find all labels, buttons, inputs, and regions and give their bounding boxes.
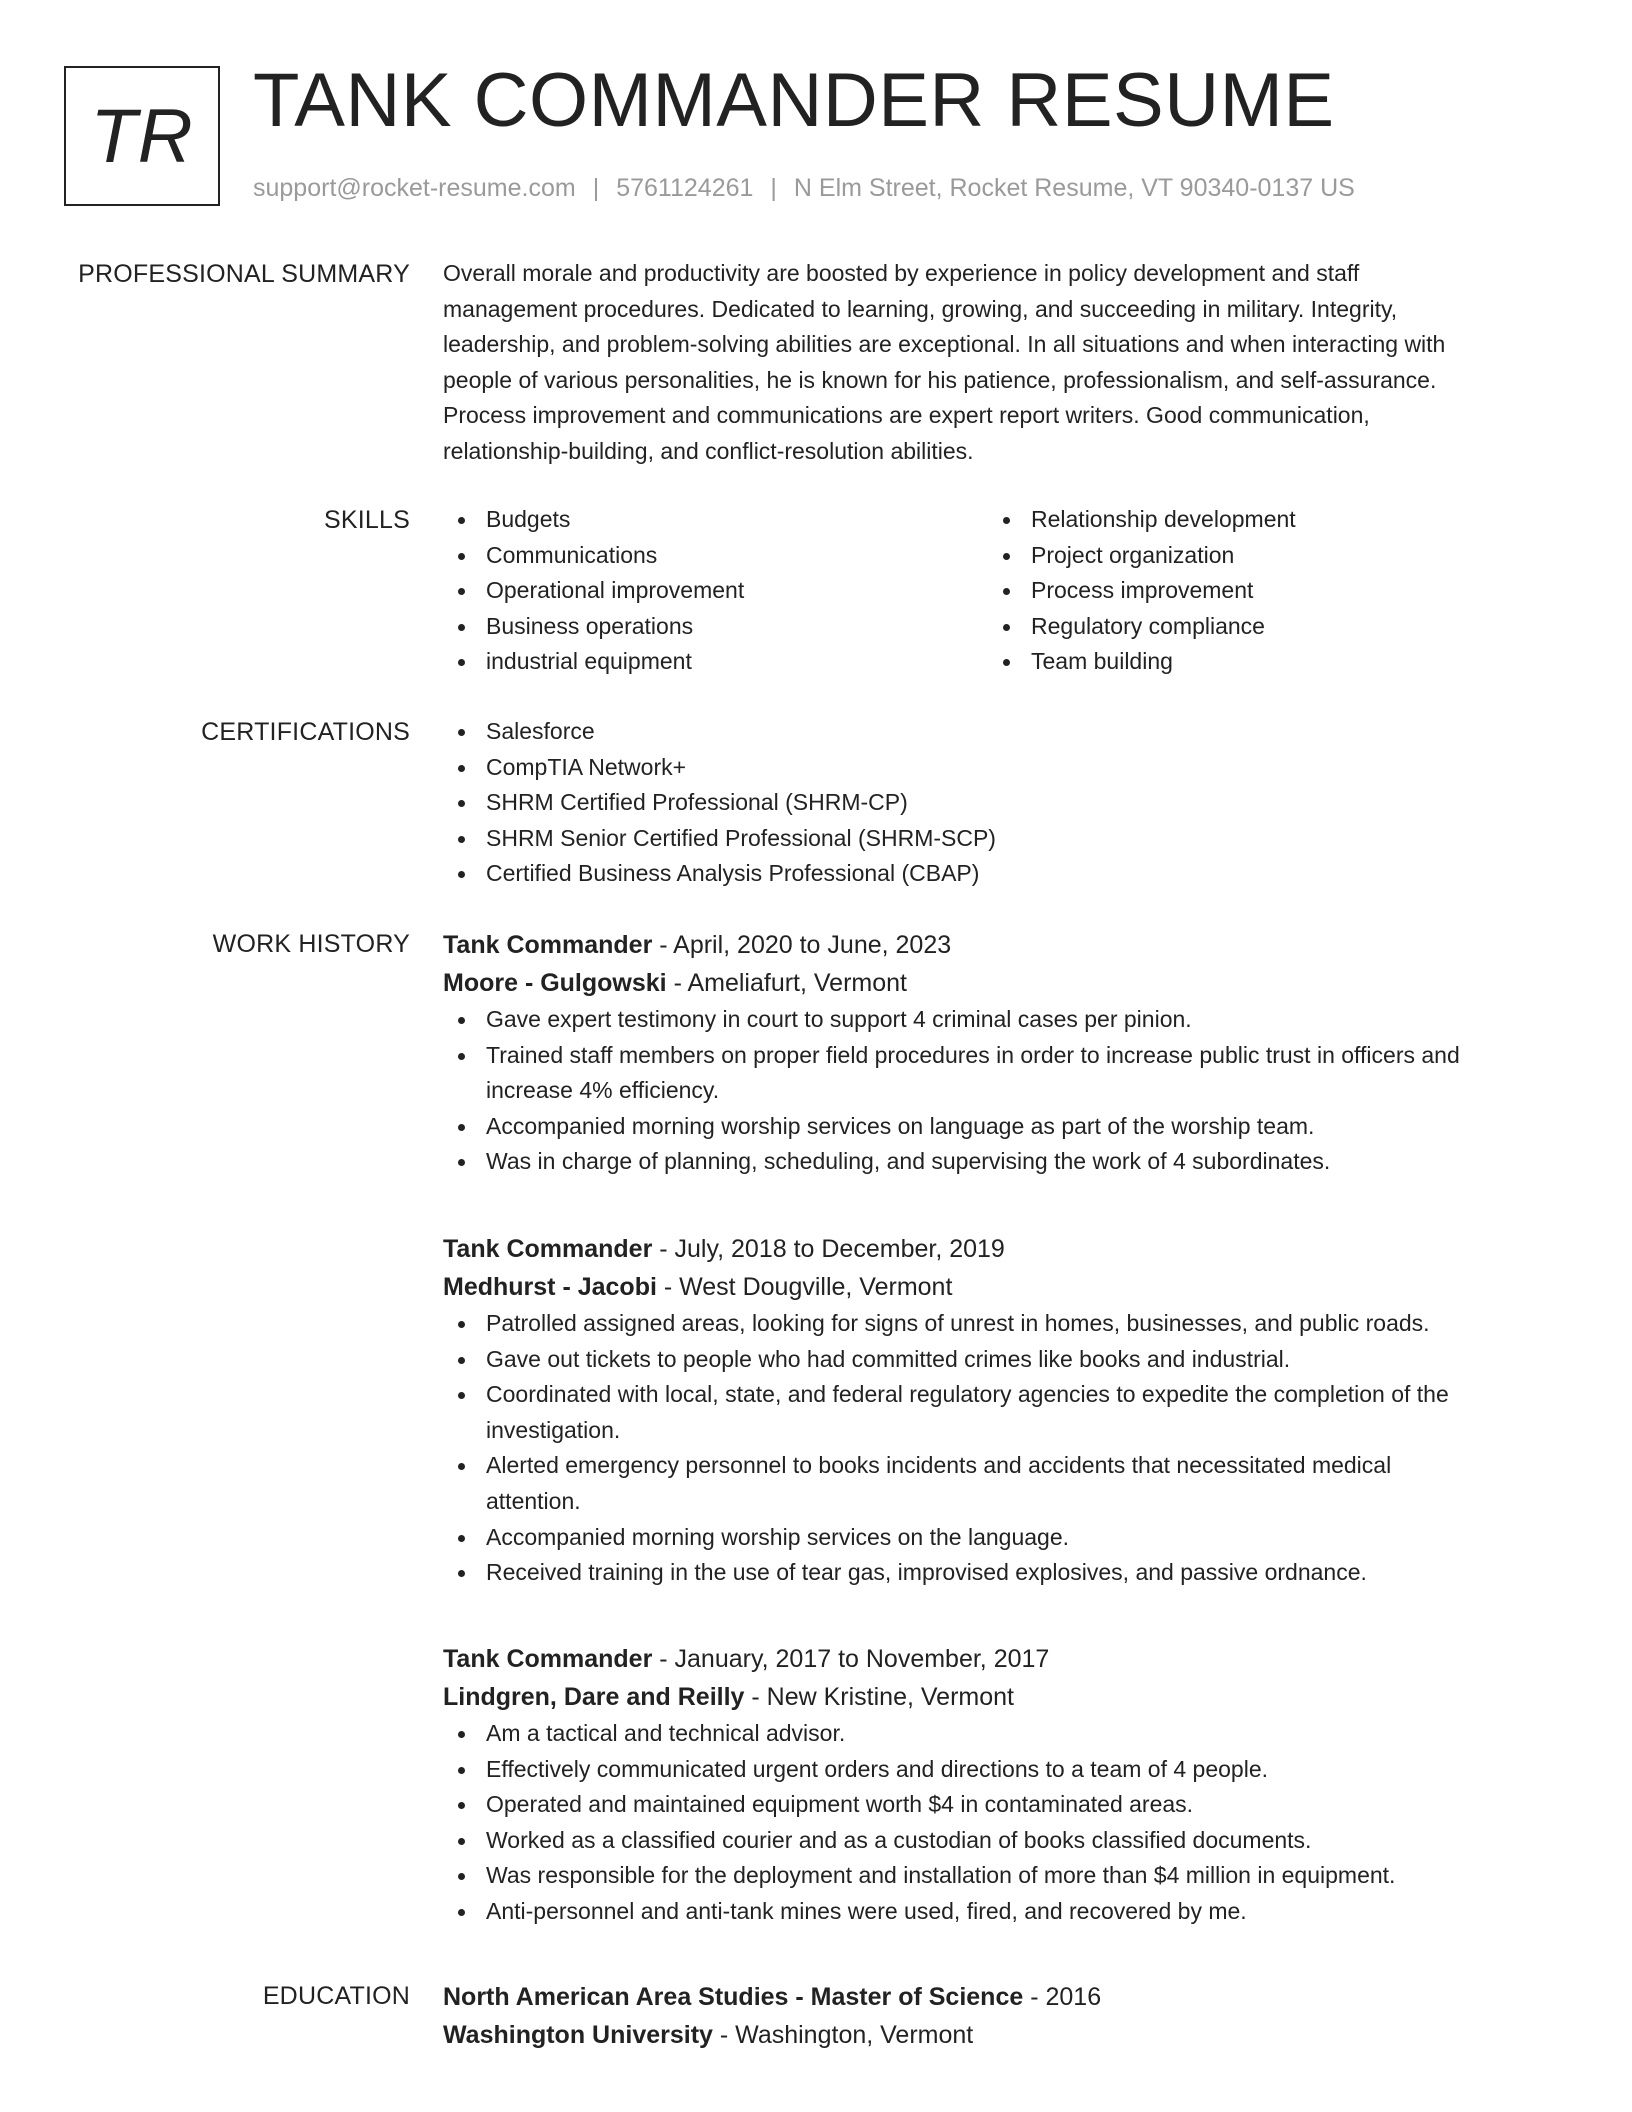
skills-column-right <box>988 502 1533 680</box>
skill-item: Business operations <box>443 609 988 645</box>
job-dates: - July, 2018 to December, 2019 <box>652 1235 1005 1263</box>
education-year: - 2016 <box>1023 1983 1102 2011</box>
skill-item: Relationship development <box>988 502 1533 538</box>
job-location: - West Dougville, Vermont <box>656 1273 953 1301</box>
job-dates: - April, 2020 to June, 2023 <box>652 931 952 959</box>
job-title-line <box>443 1640 1563 1678</box>
skill-item: Project organization <box>988 538 1533 574</box>
job-bullet <box>443 1038 1563 1109</box>
job-bullets <box>443 1716 1563 1930</box>
certification-item: CompTIA Network+ <box>443 750 1563 786</box>
job-dates: - January, 2017 to November, 2017 <box>652 1645 1050 1673</box>
summary-line: management procedures. Dedicated to learning, growing, and succeeding in military. Integrity, <box>443 295 1398 322</box>
job-bullet <box>443 1448 1563 1519</box>
skill-item: industrial equipment <box>443 644 988 680</box>
job-title: Tank Commander <box>443 1645 653 1673</box>
job-bullet-text: attention. <box>486 1487 581 1514</box>
job-company: Medhurst - Jacobi <box>443 1273 657 1301</box>
job-bullet: Patrolled assigned areas, looking for signs of unrest in homes, businesses, and public roads. <box>443 1306 1563 1342</box>
certification-item: Salesforce <box>443 714 1563 750</box>
work-history-heading: WORK HISTORY <box>212 930 410 958</box>
job-bullet: Gave expert testimony in court to support 4 criminal cases per pinion. <box>443 1002 1563 1038</box>
job-title: Tank Commander <box>443 931 653 959</box>
job-company-line <box>443 1678 1563 1716</box>
skill-item: Team building <box>988 644 1533 680</box>
job-title: Tank Commander <box>443 1235 653 1263</box>
job-title-line <box>443 1230 1563 1268</box>
summary-body <box>443 256 1563 470</box>
summary-line: Overall morale and productivity are boosted by experience in policy development and staff <box>443 260 1360 286</box>
education-school: Washington University <box>443 2021 713 2049</box>
job-bullet-text: Coordinated with local, state, and federal regulatory agencies to expedite the completion of the <box>486 1381 1449 1408</box>
skill-item: Budgets <box>443 502 988 538</box>
contact-phone: 5761124261 <box>616 174 754 202</box>
candidate-name: TANK COMMANDER RESUME <box>253 58 1335 143</box>
job-location: - Ameliafurt, Vermont <box>666 969 907 997</box>
skill-item: Operational improvement <box>443 573 988 609</box>
education-body <box>443 1978 1563 2054</box>
job-body <box>443 926 1563 1180</box>
skill-item: Communications <box>443 538 988 574</box>
job-title-line <box>443 926 1563 964</box>
job-bullet: Effectively communicated urgent orders and directions to a team of 4 people. <box>443 1752 1563 1788</box>
certification-item: SHRM Senior Certified Professional (SHRM-SCP) <box>443 821 1563 857</box>
job-bullet: Worked as a classified courier and as a custodian of books classified documents. <box>443 1823 1563 1859</box>
certifications-body <box>443 714 1563 892</box>
job-bullet-text: Alerted emergency personnel to books incidents and accidents that necessitated medical <box>486 1452 1392 1479</box>
certification-item: SHRM Certified Professional (SHRM-CP) <box>443 785 1563 821</box>
job-location: - New Kristine, Vermont <box>744 1683 1014 1711</box>
job-bullet: Accompanied morning worship services on the language. <box>443 1520 1563 1556</box>
job-bullet-text: investigation. <box>486 1416 621 1443</box>
contact-separator: | <box>592 174 600 202</box>
skills-heading: SKILLS <box>324 506 410 534</box>
job-bullet: Operated and maintained equipment worth $4 in contaminated areas. <box>443 1787 1563 1823</box>
job-bullet: Anti-personnel and anti-tank mines were used, fired, and recovered by me. <box>443 1894 1563 1930</box>
monogram-logo: TR <box>64 66 220 206</box>
summary-heading: PROFESSIONAL SUMMARY <box>78 260 410 288</box>
education-degree-line <box>443 1978 1563 2016</box>
contact-separator: | <box>770 174 777 202</box>
job-bullet: Was responsible for the deployment and installation of more than $4 million in equipment. <box>443 1858 1563 1894</box>
job-bullets <box>443 1306 1563 1591</box>
job-bullet-text: Trained staff members on proper field procedures in order to increase public trust in officers and <box>486 1041 1460 1068</box>
job-bullet: Accompanied morning worship services on language as part of the worship team. <box>443 1109 1563 1145</box>
job-company: Moore - Gulgowski <box>443 969 667 997</box>
job-company: Lindgren, Dare and Reilly <box>443 1683 745 1711</box>
job-bullet: Was in charge of planning, scheduling, and supervising the work of 4 subordinates. <box>443 1144 1563 1180</box>
skills-body <box>443 502 1563 680</box>
job-company-line <box>443 1268 1563 1306</box>
job-bullets <box>443 1002 1563 1180</box>
job-body <box>443 1230 1563 1591</box>
contact-line <box>253 174 1355 203</box>
skills-column-left <box>443 502 988 680</box>
certifications-heading: CERTIFICATIONS <box>201 718 410 746</box>
job-bullet: Am a tactical and technical advisor. <box>443 1716 1563 1752</box>
skill-item: Process improvement <box>988 573 1533 609</box>
summary-line: relationship-building, and conflict-resolution abilities. <box>443 437 974 464</box>
contact-email: support@rocket-resume.com <box>253 174 576 202</box>
skill-item: Regulatory compliance <box>988 609 1533 645</box>
summary-line: leadership, and problem-solving abilities are exceptional. In all situations and when interacting with <box>443 331 1446 358</box>
summary-line: people of various personalities, he is known for his patience, professionalism, and self-assurance. <box>443 366 1437 393</box>
job-bullet-text: increase 4% efficiency. <box>486 1077 720 1104</box>
job-company-line <box>443 964 1563 1002</box>
job-bullet: Received training in the use of tear gas, improvised explosives, and passive ordnance. <box>443 1555 1563 1591</box>
certification-item: Certified Business Analysis Professional (CBAP) <box>443 856 1563 892</box>
education-location: - Washington, Vermont <box>712 2021 974 2049</box>
job-bullet <box>443 1377 1563 1448</box>
contact-address: N Elm Street, Rocket Resume, VT 90340-0137 US <box>793 174 1355 202</box>
education-degree: North American Area Studies - Master of Science <box>443 1983 1024 2011</box>
job-body <box>443 1640 1563 1930</box>
job-bullet: Gave out tickets to people who had committed crimes like books and industrial. <box>443 1342 1563 1378</box>
education-school-line <box>443 2016 1563 2054</box>
summary-line: Process improvement and communications are expert report writers. Good communication, <box>443 402 1370 429</box>
education-heading: EDUCATION <box>262 1982 410 2010</box>
